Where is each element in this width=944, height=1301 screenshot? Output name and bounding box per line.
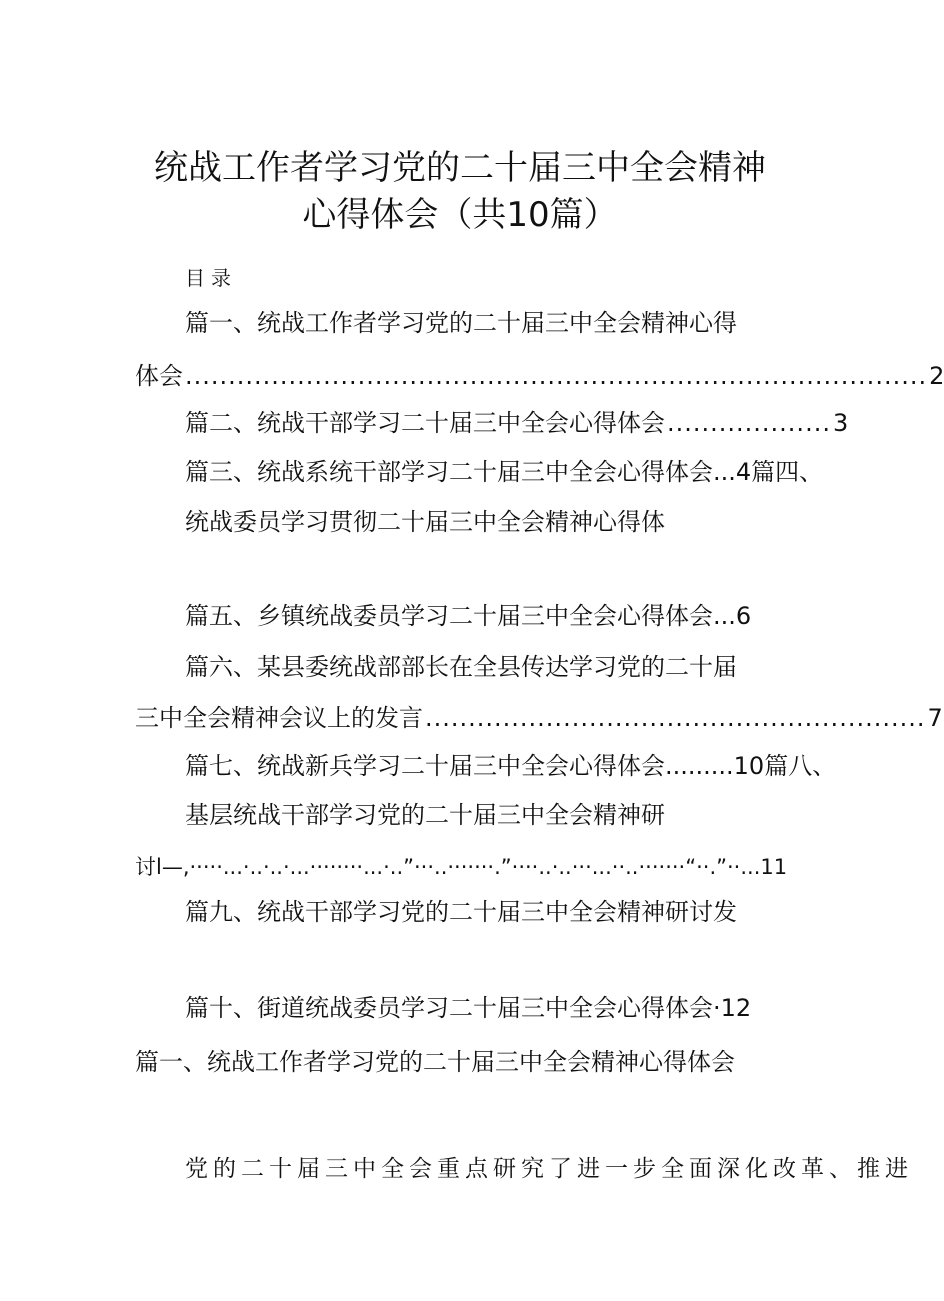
toc-leader-dots: ................... xyxy=(667,409,831,437)
toc-page-number: 2 xyxy=(929,362,944,390)
section-heading: 篇一、统战工作者学习党的二十届三中全会精神心得体会 xyxy=(135,1048,735,1076)
toc-leader-dots: .......................................................... xyxy=(425,704,926,732)
toc-entry-3[interactable]: 篇三、统战系统干部学习二十届三中全会心得体会...4篇四、 xyxy=(185,458,824,486)
toc-leader-dots: ...................................................................................... xyxy=(185,362,928,390)
document-title-line-2: 心得体会（共10篇） xyxy=(302,195,618,235)
toc-entry-2[interactable] xyxy=(185,408,849,438)
toc-entry-6-line-2[interactable] xyxy=(135,703,943,733)
toc-entry-label: 三中全会精神会议上的发言 xyxy=(135,704,423,732)
toc-entry-9[interactable]: 篇九、统战干部学习党的二十届三中全会精神研讨发 xyxy=(185,898,737,926)
toc-heading: 目录 xyxy=(185,266,237,290)
toc-entry-10[interactable]: 篇十、街道统战委员学习二十届三中全会心得体会·12 xyxy=(185,994,752,1022)
toc-page-number: 3 xyxy=(832,409,849,437)
toc-entry-1-line-1[interactable]: 篇一、统战工作者学习党的二十届三中全会精神心得 xyxy=(185,309,737,337)
toc-entry-7[interactable]: 篇七、统战新兵学习二十届三中全会心得体会.........10篇八、 xyxy=(185,752,837,780)
toc-entry-4[interactable]: 统战委员学习贯彻二十届三中全会精神心得体 xyxy=(185,508,665,536)
toc-entry-label: 篇二、统战干部学习二十届三中全会心得体会 xyxy=(185,409,665,437)
toc-entry-8[interactable]: 基层统战干部学习党的二十届三中全会精神研 xyxy=(185,801,665,829)
document-title-line-1: 统战工作者学习党的二十届三中全会精神 xyxy=(154,148,766,188)
section-paragraph: 党的二十届三中全会重点研究了进一步全面深化改革、推进 xyxy=(185,1156,913,1182)
toc-entry-6-line-1[interactable]: 篇六、某县委统战部部长在全县传达学习党的二十届 xyxy=(185,653,737,681)
toc-entry-label: 体会 xyxy=(135,362,183,390)
toc-entry-1-line-2[interactable] xyxy=(135,361,944,391)
toc-entry-5[interactable]: 篇五、乡镇统战委员学习二十届三中全会心得体会...6 xyxy=(185,602,752,630)
toc-page-number: 7 xyxy=(927,704,943,732)
toc-entry-8-continued[interactable]: 讨l—,·····...·..·..·...········...·..”···..·······.”····..·..···...··..·······“··.”··...11 xyxy=(135,855,788,879)
